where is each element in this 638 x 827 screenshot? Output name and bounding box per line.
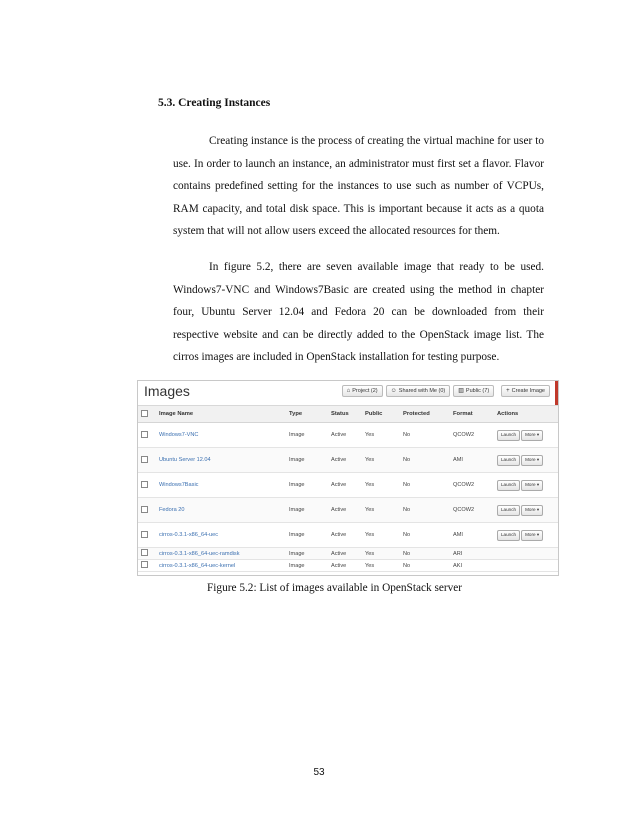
plus-icon: + [506, 388, 510, 394]
paragraph-2-text: In figure 5.2, there are seven available image that ready to be used. Windows7-VNC and Windows7Basic are created using the method in chapter four, Ubuntu Server 12.04 and Fedora 20 can be downloaded from their respective website and can be directly added to the OpenStack image list. The cirros images are included in OpenStack installation for testing purpose. [173, 261, 544, 363]
tab-project[interactable] [342, 385, 383, 397]
tab-shared-label: Shared with Me (0) [398, 388, 446, 394]
table-row [138, 473, 558, 498]
column-header: Actions [494, 406, 558, 423]
more-label: More [525, 532, 536, 537]
image-name-link[interactable]: cirros-0.3.1-x86_64-uec-kernel [159, 562, 236, 569]
image-name-link[interactable]: Windows7-VNC [159, 432, 199, 438]
building-icon: ▥ [458, 388, 464, 394]
image-format: ARI [450, 548, 494, 560]
more-dropdown-button[interactable] [521, 505, 543, 516]
image-public: Yes [362, 560, 400, 572]
image-name-link[interactable]: cirros-0.3.1-x86_64-uec [159, 532, 219, 538]
chevron-down-icon: ▾ [536, 432, 540, 437]
image-public: Yes [362, 523, 400, 548]
row-checkbox[interactable] [141, 456, 148, 463]
image-format: QCOW2 [450, 423, 494, 448]
home-icon: ⌂ [346, 388, 351, 394]
column-header[interactable]: Status [328, 406, 362, 423]
tab-project-label: Project (2) [352, 388, 378, 394]
row-checkbox[interactable] [141, 506, 148, 513]
tab-shared-with-me[interactable] [386, 385, 451, 397]
image-protected: No [400, 473, 450, 498]
column-header[interactable]: Protected [400, 406, 450, 423]
column-header[interactable]: Public [362, 406, 400, 423]
image-public: Yes [362, 448, 400, 473]
more-dropdown-button[interactable] [521, 455, 543, 466]
section-heading: 5.3. Creating Instances [158, 97, 271, 109]
select-all-checkbox[interactable] [141, 410, 148, 417]
actions-empty [494, 560, 558, 572]
image-protected: No [400, 423, 450, 448]
image-type: Image [286, 548, 328, 560]
chevron-down-icon: ▾ [536, 532, 540, 537]
image-status: Active [328, 498, 362, 523]
table-row [138, 523, 558, 548]
image-public: Yes [362, 473, 400, 498]
column-header[interactable]: Format [450, 406, 494, 423]
image-format: QCOW2 [450, 473, 494, 498]
images-table [138, 406, 558, 572]
image-protected: No [400, 523, 450, 548]
image-format: AMI [450, 523, 494, 548]
image-filter-tabs [342, 385, 550, 397]
image-format: AMI [450, 448, 494, 473]
table-row [138, 423, 558, 448]
page-number: 53 [313, 767, 325, 778]
image-type: Image [286, 473, 328, 498]
launch-button[interactable]: Launch [497, 505, 520, 516]
select-all-header [138, 406, 156, 423]
image-public: Yes [362, 423, 400, 448]
row-checkbox[interactable] [141, 531, 148, 538]
image-type: Image [286, 423, 328, 448]
image-public: Yes [362, 498, 400, 523]
more-label: More [525, 482, 536, 487]
more-dropdown-button[interactable] [521, 530, 543, 541]
image-name-link[interactable]: cirros-0.3.1-x86_64-uec-ramdisk [159, 550, 240, 557]
image-type: Image [286, 498, 328, 523]
image-type: Image [286, 560, 328, 572]
image-name-link[interactable]: Windows7Basic [159, 482, 199, 488]
launch-button[interactable]: Launch [497, 480, 520, 491]
launch-button[interactable]: Launch [497, 530, 520, 541]
more-dropdown-button[interactable] [521, 430, 543, 441]
image-protected: No [400, 560, 450, 572]
column-header[interactable]: Type [286, 406, 328, 423]
paragraph-2 [173, 256, 544, 369]
more-label: More [525, 457, 536, 462]
image-name-link[interactable]: Fedora 20 [159, 507, 185, 513]
image-status: Active [328, 523, 362, 548]
image-name-link[interactable]: Ubuntu Server 12.04 [159, 457, 211, 463]
create-image-label: Create Image [511, 388, 545, 394]
image-protected: No [400, 548, 450, 560]
image-status: Active [328, 423, 362, 448]
paragraph-1-text: Creating instance is the process of creating the virtual machine for user to use. In order to launch an instance, an administrator must first set a flavor. Flavor contains predefined setting for the instances to use such as number of VCPUs, RAM capacity, and total disk space. This is important because it acts as a quota system that will not allow users exceed the allocated resources for them. [173, 135, 544, 237]
image-protected: No [400, 498, 450, 523]
image-format: QCOW2 [450, 498, 494, 523]
figure-caption: Figure 5.2: List of images available in OpenStack server [207, 582, 463, 594]
paragraph-1 [173, 130, 544, 243]
more-label: More [525, 507, 536, 512]
image-status: Active [328, 448, 362, 473]
images-panel-header [138, 381, 558, 406]
table-row [138, 560, 558, 572]
image-protected: No [400, 448, 450, 473]
more-label: More [525, 432, 536, 437]
column-header[interactable]: Image Name [156, 406, 286, 423]
images-screenshot-figure [137, 380, 559, 576]
chevron-down-icon: ▾ [536, 482, 540, 487]
image-status: Active [328, 473, 362, 498]
image-status: Active [328, 560, 362, 572]
images-panel-title: Images [144, 383, 190, 399]
launch-button[interactable]: Launch [497, 430, 520, 441]
image-status: Active [328, 548, 362, 560]
row-checkbox[interactable] [141, 549, 148, 556]
header-accent-bar [555, 381, 558, 405]
row-checkbox[interactable] [141, 431, 148, 438]
tab-public[interactable] [453, 385, 494, 397]
table-header-row [138, 406, 558, 423]
table-row [138, 498, 558, 523]
tab-public-label: Public (7) [465, 388, 490, 394]
launch-button[interactable]: Launch [497, 455, 520, 466]
image-type: Image [286, 523, 328, 548]
image-type: Image [286, 448, 328, 473]
table-row [138, 448, 558, 473]
table-row [138, 548, 558, 560]
create-image-button[interactable] [501, 385, 550, 397]
actions-empty [494, 548, 558, 560]
image-public: Yes [362, 548, 400, 560]
more-dropdown-button[interactable] [521, 480, 543, 491]
image-format: AKI [450, 560, 494, 572]
users-icon: ☺ [390, 388, 397, 394]
row-checkbox[interactable] [141, 561, 148, 568]
chevron-down-icon: ▾ [536, 507, 540, 512]
chevron-down-icon: ▾ [536, 457, 540, 462]
row-checkbox[interactable] [141, 481, 148, 488]
